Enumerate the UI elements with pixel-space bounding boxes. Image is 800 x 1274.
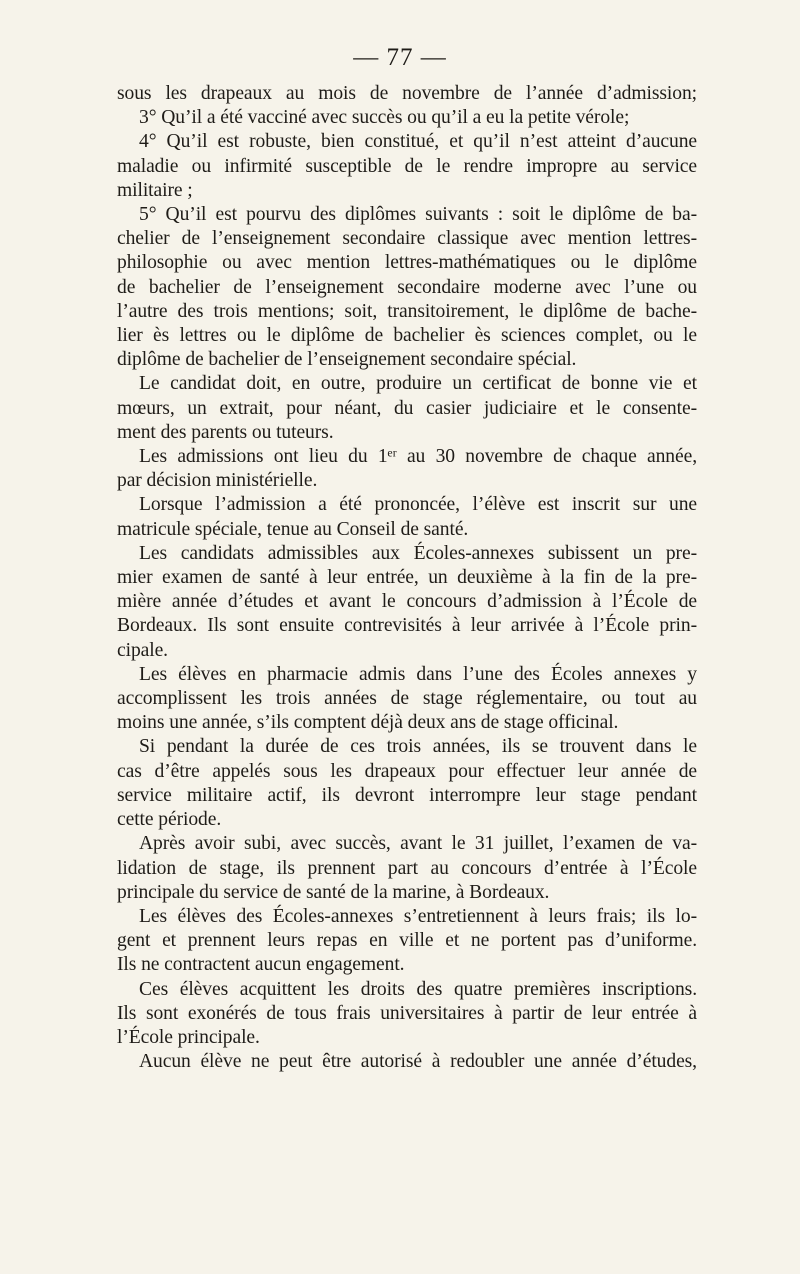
- text-line: Les candidats admissibles aux Écoles-annexes subissent un pre-: [139, 542, 697, 564]
- text-line: accomplissent les trois années de stage réglementaire, ou tout au: [117, 688, 697, 710]
- body-text: [117, 82, 697, 1074]
- text-line: militaire ;: [117, 179, 193, 201]
- text-line: par décision ministérielle.: [117, 470, 318, 492]
- text-line: sous les drapeaux au mois de novembre de l’année d’admission;: [117, 83, 697, 104]
- text-line: chelier de l’enseignement secondaire classique avec mention lettres-: [117, 228, 697, 250]
- text-line: philosophie ou avec mention lettres-mathématiques ou le diplôme: [117, 252, 697, 274]
- text-line: cas d’être appelés sous les drapeaux pour effectuer leur année de: [117, 760, 697, 782]
- text-line: service militaire actif, ils devront interrompre leur stage pendant: [117, 784, 697, 806]
- text-line: 5° Qu’il est pourvu des diplômes suivants : soit le diplôme de ba-: [139, 204, 697, 226]
- text-line: Si pendant la durée de ces trois années, ils se trouvent dans le: [139, 736, 697, 758]
- page-number: — 77 —: [353, 44, 447, 71]
- text-line: Bordeaux. Ils sont ensuite contrevisités à leur arrivée à l’École prin-: [117, 615, 697, 637]
- text-line: diplôme de bachelier de l’enseignement secondaire spécial.: [117, 349, 577, 371]
- text-line: Les admissions ont lieu du 1ᵉʳ au 30 novembre de chaque année,: [139, 446, 697, 468]
- text-line: Ils sont exonérés de tous frais universitaires à partir de leur entrée à: [117, 1002, 697, 1024]
- text-line: Ils ne contractent aucun engagement.: [117, 954, 405, 976]
- text-line: moins une année, s’ils comptent déjà deux ans de stage officinal.: [117, 712, 619, 734]
- text-line: mœurs, un extrait, pour néant, du casier judiciaire et le consente-: [117, 397, 697, 419]
- text-line: l’autre des trois mentions; soit, transitoirement, le diplôme de bache-: [117, 300, 697, 322]
- text-line: 3° Qu’il a été vacciné avec succès ou qu’il a eu la petite vérole;: [139, 107, 630, 129]
- text-line: 4° Qu’il est robuste, bien constitué, et qu’il n’est atteint d’aucune: [139, 131, 697, 153]
- text-line: lier ès lettres ou le diplôme de bachelier ès sciences complet, ou le: [117, 325, 697, 347]
- text-line: Ces élèves acquittent les droits des quatre premières inscriptions.: [139, 978, 697, 1000]
- text-line: ment des parents ou tuteurs.: [117, 421, 334, 443]
- text-line: Les élèves des Écoles-annexes s’entretiennent à leurs frais; ils lo-: [139, 905, 697, 927]
- text-line: Les élèves en pharmacie admis dans l’une des Écoles annexes y: [139, 663, 697, 685]
- text-line: matricule spéciale, tenue au Conseil de santé.: [117, 518, 469, 540]
- text-line: gent et prennent leurs repas en ville et ne portent pas d’uniforme.: [117, 930, 697, 952]
- text-line: Le candidat doit, en outre, produire un certificat de bonne vie et: [139, 373, 697, 395]
- text-line: mière année d’études et avant le concours d’admission à l’École de: [117, 591, 697, 613]
- text-line: lidation de stage, ils prennent part au concours d’entrée à l’École: [117, 857, 697, 879]
- text-line: cette période.: [117, 809, 222, 831]
- text-line: maladie ou infirmité susceptible de le rendre impropre au service: [117, 155, 697, 177]
- text-line: l’École principale.: [117, 1026, 260, 1048]
- text-line: Lorsque l’admission a été prononcée, l’élève est inscrit sur une: [139, 494, 697, 516]
- text-line: mier examen de santé à leur entrée, un deuxième à la fin de la pre-: [117, 567, 697, 589]
- text-line: Aucun élève ne peut être autorisé à redoubler une année d’études,: [139, 1051, 697, 1073]
- text-line: Après avoir subi, avec succès, avant le 31 juillet, l’examen de va-: [139, 833, 697, 855]
- text-line: cipale.: [117, 639, 168, 661]
- text-line: principale du service de santé de la marine, à Bordeaux.: [117, 881, 550, 903]
- text-line: de bachelier de l’enseignement secondaire moderne avec l’une ou: [117, 276, 697, 298]
